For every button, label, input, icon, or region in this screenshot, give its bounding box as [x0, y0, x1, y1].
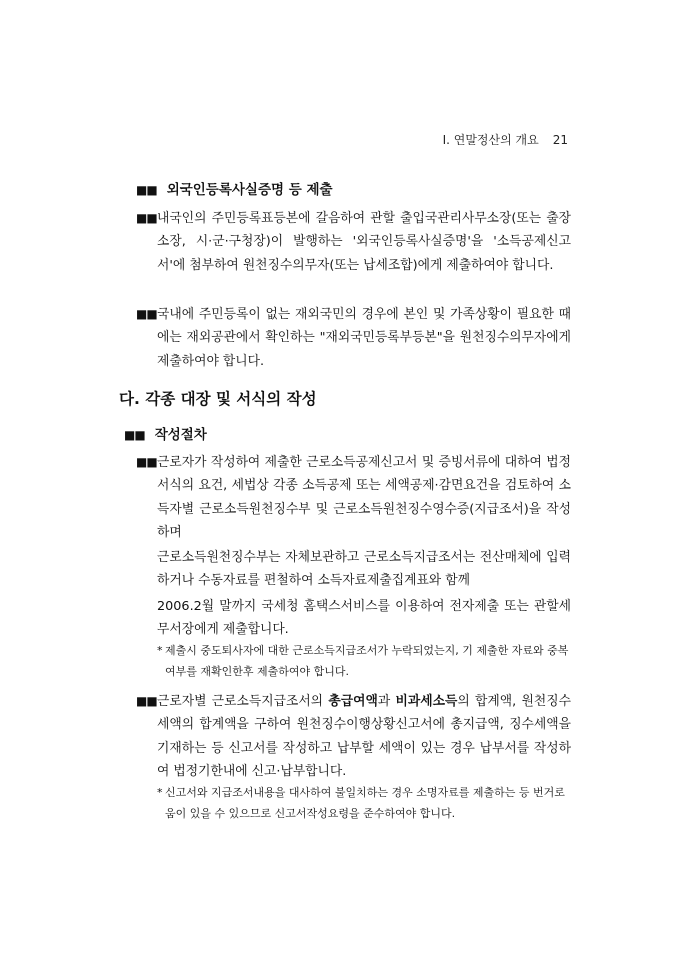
paragraph-text: 근로자가 작성하여 제출한 근로소득공제신고서 및 증빙서류에 대하여 법정서식의 요건, 세법상 각종 소득공제 또는 세액공제·감면요건을 검토하여 소득자별 근로소득원천징수부 및 근로소득원천징수영수증(지급조서)을 작성하며 [157, 455, 571, 540]
square-bullet: ■■ [136, 307, 157, 321]
text-run: 근로자별 근로소득지급조서의 [157, 694, 329, 709]
foreign-cert-item-2 [136, 303, 571, 373]
paragraph-text [136, 690, 571, 783]
note-asterisk: * [157, 786, 163, 799]
page-number: 21 [552, 133, 568, 147]
note-asterisk: * [157, 644, 163, 657]
square-bullet: ■■ [136, 183, 157, 197]
note-text: 신고서와 지급조서내용을 대사하여 불일치하는 경우 소명자료를 제출하는 등 번거로움이 있을 수 있으므로 신고서작성요령을 준수하여야 합니다. [165, 786, 565, 820]
running-header [429, 131, 568, 148]
foreign-cert-heading-text: 외국인등록사실증명 등 제출 [166, 182, 333, 198]
header-section-title: Ⅰ. 연말정산의 개요 [442, 133, 539, 147]
procedure-heading-text: 작성절차 [154, 427, 207, 443]
text-run: 과 [377, 694, 396, 709]
paragraph-text: 국내에 주민등록이 없는 재외국민의 경우에 본인 및 가족상황이 필요한 때에는 재외공관에서 확인하는 "재외국민등록부등본"을 원천징수의무자에게 제출하여야 합니다. [157, 307, 571, 369]
procedure-note-2 [157, 782, 571, 824]
procedure-note-1 [157, 640, 571, 682]
procedure-heading [124, 423, 207, 443]
procedure-paragraph-3: 2006.2월 말까지 국세청 홈택스서비스를 이용하여 전자제출 또는 관할세무서장에게 제출합니다. [157, 599, 571, 638]
square-bullet: ■■ [136, 455, 157, 469]
paragraph-text: 내국인의 주민등록표등본에 갈음하여 관할 출입국관리사무소장(또는 출장소장, 시·군·구청장)이 발행하는 '외국인등록사실증명'을 '소득공제신고서'에 첨부하여 원천징수의무자(또는 납세조합)에게 제출하여야 합니다. [157, 211, 571, 273]
note-text: 제출시 중도퇴사자에 대한 근로소득지급조서가 누락되었는지, 기 제출한 자료와 중복여부를 재확인한후 제출하여야 합니다. [165, 644, 569, 678]
text-run: 의 합계액, 원천징수세액의 합계액을 구하여 원천징수이행상황신고서에 총지급액, 징수세액을 기재하는 등 신고서를 작성하고 납부할 세액이 있는 경우 납부서를 작성하여 법정기한내에 신고·납부합니다. [157, 694, 571, 779]
section-da-heading: 다. 각종 대장 및 서식의 작성 [119, 390, 317, 408]
procedure-item-1 [136, 451, 571, 544]
foreign-cert-item-1 [136, 207, 571, 277]
square-bullet: ■■ [136, 694, 157, 708]
procedure-paragraph-2: 근로소득원천징수부는 자체보관하고 근로소득지급조서는 전산매체에 입력하거나 수동자료를 편철하여 소득자료제출집계표와 함께 [157, 550, 571, 589]
square-bullet: ■■ [124, 428, 145, 442]
bold-term-total-pay: 총급여액 [328, 694, 378, 709]
bold-term-nontaxable: 비과세소득 [395, 694, 458, 709]
square-bullet: ■■ [136, 211, 157, 225]
procedure-item-2 [136, 690, 571, 783]
foreign-cert-heading [136, 178, 333, 198]
